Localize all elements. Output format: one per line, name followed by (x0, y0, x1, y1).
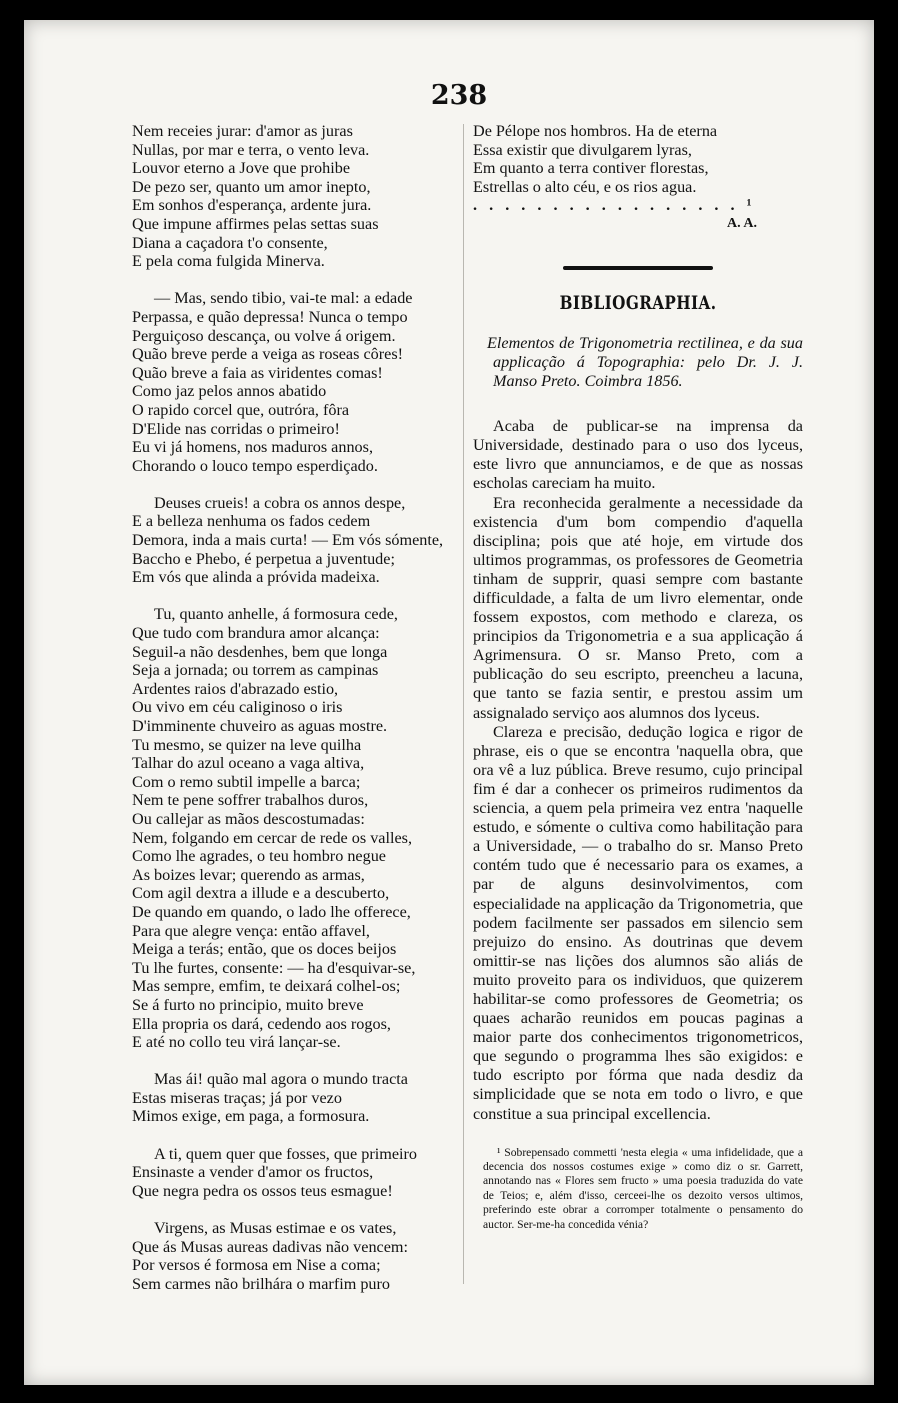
poem-line: Talhar do azul oceano a vaga altiva, (132, 754, 365, 773)
poem-line: Deuses crueis! a cobra os annos despe, (154, 493, 406, 512)
poem-line: Ella propria os dará, cedendo aos rogos, (132, 1014, 391, 1033)
review-paragraph: Era reconhecida geralmente a necessidade da existencia d'um bom compendio d'aquella disciplina; pois que até hoje, em virtude dos ultimos programmas, os professores de Geometria tinham de supprir, quasi sempre com bastante difficuldade, a falta de um livro elementar, onde fossem expostos, com methodo e clareza, os principios da Trigonometria e a sua applicação á Agrimensura. O sr. Manso Preto, com a publicação do seu escripto, preencheu a lacuna, que tanto se fazia sentir, e prestou assim um assignalado serviço aos alumnos dos lyceus. (473, 493, 803, 722)
poem-line: A ti, quem quer que fosses, que primeiro (154, 1144, 417, 1163)
poem-line: Nem receies jurar: d'amor as juras (132, 122, 353, 140)
poem-line: Tu mesmo, se quizer na leve quilha (132, 735, 362, 754)
stanza (132, 494, 462, 587)
poem-line: Estrellas o alto céu, e os rios agua. (473, 177, 697, 196)
poem-line: E a belleza nenhuma os fados cedem (132, 512, 371, 531)
poem-line: Seguil-a não desdenhes, bem que longa (132, 642, 388, 661)
poem-line: Nullas, por mar e terra, o vento leva. (132, 140, 370, 159)
footnote: ¹ Sobrepensado commetti 'nesta elegia « uma infidelidade, que a decencia dos nossos costumes exige » como diz o sr. Garrett, annotando nas « Flores sem fructo » uma poesia traduzida do vate de Teios; e, além d'isso, cerceei-lhe os dezoito versos ultimos, preferindo este obrar a corromper totalmente o pensamento do auctor. Ser-me-ha concedida vénia? (483, 1145, 803, 1231)
stanza (132, 1145, 462, 1201)
poem-line: Ardentes raios d'abrazado estio, (132, 679, 339, 698)
column-divider (463, 124, 464, 1284)
poem-line: Nem, folgando em cercar de rede os valles, (132, 828, 413, 847)
left-column-poem (132, 122, 462, 1312)
poem-line: Que impune affirmes pelas settas suas (132, 214, 379, 233)
poem-line: Eu vi já homens, nos maduros annos, (132, 438, 373, 457)
poem-line: Que negra pedra os ossos teus esmague! (132, 1181, 393, 1200)
poem-line: Em vós que alinda a próvida madeixa. (132, 568, 380, 587)
poem-line: Mimos exige, em paga, a formosura. (132, 1107, 370, 1126)
author-signature: A. A. (727, 215, 757, 231)
poem-line: Louvor eterno a Jove que prohibe (132, 159, 351, 178)
poem-line: O rapido corcel que, outróra, fôra (132, 400, 350, 419)
poem-line: Estas miseras traças; já por vezo (132, 1088, 342, 1107)
poem-line: Perguiçoso descança, ou volve á origem. (132, 326, 396, 345)
poem-line: Mas sempre, emfim, te deixará colhel-os; (132, 977, 401, 996)
poem-line: Seja a jornada; ou torrem as campinas (132, 661, 379, 680)
poem-line: Essa existir que divulgarem lyras, (473, 140, 692, 159)
omission-dots: . . . . . . . . . . . . . . . . . ¹ (473, 196, 756, 215)
poem-line: De Pélope nos hombros. Ha de eterna (473, 122, 718, 140)
poem-line: Como lhe agrades, o teu hombro negue (132, 847, 386, 866)
poem-line: D'imminente chuveiro as aguas mostre. (132, 717, 388, 735)
poem-line: Se á furto no principio, muito breve (132, 995, 364, 1014)
poem-line: Nem te pene soffrer trabalhos duros, (132, 791, 369, 810)
poem-line: Baccho e Phebo, é perpetua a juventude; (132, 549, 395, 568)
review-paragraph: Clareza e precisão, dedução logica e rigor de phrase, eis o que se encontra 'naquella obra, que ora vê a luz pública. Breve resumo, cujo principal fim é dar a conhecer os primeiros rudimentos da sciencia, a quem pela primeira vez entra 'naquelle estudo, e sómente o cultiva como habilitação para a Universidade, — o trabalho do sr. Manso Preto contém tudo que é necessario para os exames, a par de alguns desinvolvimentos, com especialidade na applicação da Trigonometria, que podem facilmente ser passados em silencio sem prejuizo do ensino. As doutrinas que devem omittir-se nas lições dos alumnos são aliás de muito proveito para os individuos, que quizerem habilitar-se como professores de Geometria; os quaes acharão reunidos em poucas paginas a maior parte dos conhecimentos trigonometricos, que segundo o programma lhes são exigidos: e tudo escripto por fórma que nada desdiz da simplicidade que se nota em todo o livro, e que constitue a sua principal excellencia. (473, 722, 803, 1123)
poem-line: Como jaz pelos annos abatido (132, 382, 327, 401)
stanza (132, 1219, 462, 1293)
section-rule (563, 266, 713, 270)
poem-line: Demora, inda a mais curta! — Em vós sómente, (132, 531, 444, 550)
poem-line: As boizes levar; querendo as armas, (132, 865, 365, 884)
poem-line: Em quanto a terra contiver florestas, (473, 159, 709, 178)
poem-ending (473, 122, 803, 234)
poem-line: E pela coma fulgida Minerva. (132, 252, 325, 271)
poem-line: Por versos é formosa em Nise a coma; (132, 1256, 381, 1275)
poem-line: Com agil dextra a illude e a descuberto, (132, 884, 390, 903)
right-column (473, 122, 803, 1244)
poem-line: Quão breve perde a veiga as roseas côres! (132, 345, 404, 364)
poem-line: Perpassa, e quão depressa! Nunca o tempo (132, 307, 408, 326)
stanza (132, 289, 462, 475)
poem-line: Que ás Musas aureas dadivas não vencem: (132, 1237, 408, 1256)
poem-line: Ou callejar as mãos descostumadas: (132, 809, 365, 828)
poem-line: Quão breve a faia as viridentes comas! (132, 363, 383, 382)
poem-line: Tu lhe furtes, consente: — ha d'esquivar-se, (132, 958, 416, 977)
poem-line: Diana a caçadora t'o consente, (132, 233, 328, 252)
poem-line: Mas ái! quão mal agora o mundo tracta (154, 1070, 408, 1089)
poem-line: Para que alegre vença: então affavel, (132, 921, 370, 940)
review-paragraph: Acaba de publicar-se na imprensa da Universidade, destinado para o uso dos lyceus, este livro que annunciamos, e de que as nossas escholas careciam ha muito. (473, 417, 803, 493)
stanza (132, 605, 462, 1051)
poem-line: Ou vivo em céu caliginoso o iris (132, 698, 343, 717)
stanza (132, 1070, 462, 1126)
poem-line: — Mas, sendo tibio, vai-te mal: a edade (154, 289, 413, 308)
poem-line: D'Elide nas corridas o primeiro! (132, 419, 340, 438)
poem-line: Virgens, as Musas estimae e os vates, (154, 1219, 397, 1238)
poem-line: Sem carmes não brilhára o marfim puro (132, 1274, 391, 1293)
poem-line: Com o remo subtil impelle a barca; (132, 772, 361, 791)
document-page (24, 20, 874, 1385)
poem-line: De pezo ser, quanto um amor inepto, (132, 177, 371, 196)
poem-line: Que tudo com brandura amor alcança: (132, 624, 380, 643)
poem-line: Meiga a terás; então, que os doces beijos (132, 940, 397, 959)
stanza (132, 122, 462, 271)
section-title: BIBLIOGRAPHIA. (559, 291, 717, 314)
book-reference: Elementos de Trigonometria rectilinea, e da sua applicação á Topographia: pelo Dr. J. J. Manso Preto. Coimbra 1856. (487, 334, 803, 391)
page-number: 238 (430, 80, 488, 111)
poem-line: De quando em quando, o lado lhe offerece, (132, 902, 411, 921)
poem-line: Ensinaste a vender d'amor os fructos, (132, 1163, 374, 1182)
poem-line: Em sonhos d'esperança, ardente jura. (132, 196, 372, 215)
poem-line: Tu, quanto anhelle, á formosura cede, (154, 605, 398, 624)
poem-line: Chorando o louco tempo esperdiçado. (132, 456, 378, 475)
poem-line: E até no collo teu virá lançar-se. (132, 1033, 341, 1052)
